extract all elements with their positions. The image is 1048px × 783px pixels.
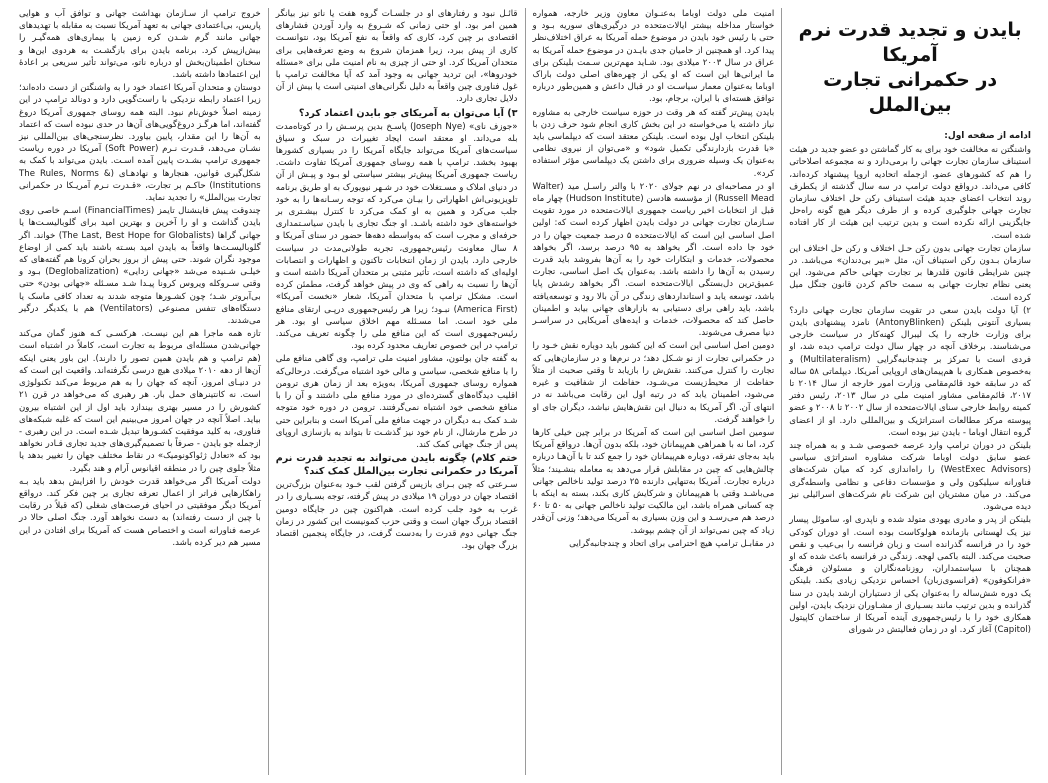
column-1	[781, 8, 1038, 775]
paragraph: دولت آمریکا اگر می‌خواهد قدرت خودش را افزایش بدهد باید بـه راهکارهایی فراتر از اعمال تعرفه تجاری بر چین فکر کند. درواقع آمریکا دیگر موفقیتی در احیای فرصت‌های شغلی (که قبلاً در رقابت با چین از دست رفته‌اند) به دست نخواهد آورد. جنگ اصلی حالا در عرصه فناورانه است و اختصاص هست که آمریکا برای افتادن در این مسیر هم دیر کرده باشد.	[19, 476, 261, 548]
section-heading-conclusion: ختم کلام) چگونه بایدن می‌تواند به تجدید قدرت نرم آمریکا در حکمرانی تجارت بین‌الملل کمک کند؟	[275, 453, 518, 478]
paragraph: تازه همه ماجرا هم این نیسـت. هرکسـی کـه هنوز گمان می‌کند جهانی‌شدن مسئله‌ای مربوط به تجارت است، کاملاً در اشتباه است (هم ترامپ و هم بایدن همین تصور را دارند). این باور یعنی اینکه آن‌ها از دهه ۲۰۱۰ میلادی هیچ درسی نگرفته‌اند. واقعیت این است که در دنیـای امروز، آنچه که جهان را به هم مربوط می‌کند تکنولوژی است. نه کانتینرهای حمل بار. هر رهبری که می‌خواهد در قرن ۲۱ کشورش را در مسیر بهتری بیندازد باید اول از این اشتباه بیرون بیاید. اصلاً آنچه در جهان امروز می‌بینیم این است که غلبه شبکه‌های فناوری، به کلید موفقیت کشـورها تبدیل شـده است. در این رهبری - ازجمله جو بایدن - صرفاً با تصمیم‌گیری‌های جدید تجاری قـادر نخواهد بود که «تعادل ژئواکونومیک» در نقاط مختلف جهان را تغییر بدهد یا مثلاً جلوی چین را در منطقه اقیانوس آرام و هند بگیرد.	[19, 329, 261, 474]
paragraph: بلینکن از پدر و مادری یهودی متولد شده و ناپدری او، ساموئل پیسار نیز یک لهستانی بازمانده هولوکاست بوده است. او دوران کودکی خود را در فرانسه گذرانده است و زبان فرانسه را بی‌عیب و نقص صحبت می‌کند. البته باکمی لهجه. زندگی در فرانسه باعث شده که او همچنان با سیاستمداران، روزنامه‌نگاران و مسئولان فرهنگ «فرانکوفون» (فرانسوی‌زبان) احساس نزدیکی زیادی بکند. بلینکن یک دوره شش‌ساله را به‌عنوان یکی از دستیاران ارشد بایدن در سنا گذرانده و بدین ترتیب مانند بسـیاری از مشـاوران نزدیک بایدن، اولین همکاری خود را با رئیس‌جمهوری آینده آمریکا از ساختمان کاپیتول (Capitol) آغاز کرد. او در زمان فعالیتش در شورای	[789, 515, 1031, 636]
paragraph: سازمان تجارت جهانی بدون رکن حـل اختلاف و رکن حل اختلاف این سازمان بـدون رکن استیناف آن، مثل «ببر بی‌دندان» می‌باشد. در چنین شرایطی قانون قلدرها بر تجارت جهانی حاکم می‌شود. این یعنی نظام تجارت جهانی به سمت حاکم کردن قانون جنگل میل کرده است.	[789, 243, 1031, 303]
continued-label: ادامه از صفحه اول:	[944, 131, 1031, 141]
paragraph: در مقابـل ترامپ هیچ احترامی برای اتحاد و چندجانبه‌گرایی	[569, 538, 775, 549]
paragraph: بایدن پیش‌تر گفته که هر وقت در حوزه سیاست خارجی به مشاوره نیاز داشته یا می‌خواسته در این بخش کاری انجام شود حرف زدن با بلینکن انتخاب اول بوده است. بلینکن معتقد است که دیپلماسی باید «با قدرت بازدارندگی تکمیل شود» و «می‌توان از نیروی نظامی به‌عنوان یک وسیله ضروری برای داشتن یک دیپلماسی مؤثر استفاده کرد».	[532, 107, 775, 179]
column-2	[525, 8, 782, 775]
headline-line-1: بایدن و تجدید قدرت نرم آمریکا	[798, 19, 1022, 66]
column-3	[268, 8, 525, 775]
headline-line-2: در حکمرانی تجارت بین‌الملل	[823, 69, 998, 116]
section-question: ۳) آیا می‌توان به آمریکای جو بایدن اعتماد کرد؟	[298, 107, 518, 119]
article-headline	[789, 18, 1031, 118]
paragraph: ۲) آیا دولت بایدن سعی در تقویت سازمان تجارت جهانی دارد؟ بسیاری آنتونی بلینکن (AntonyBlinken) نامزد پیشنهادی بایدن برای وزارت خارجه را یک لیبرال کهنه‌کار در سیاست خارجی می‌شناسند. برخلاف آنچه در چهار سال دولت ترامپ دیده شد، او فردی است با تمرکز بر چندجانبه‌گرایی (Multilateralism) و به‌خصوص همکاری با هم‌پیمان‌های اروپایی آمریکا. دیپلماتی ۵۸ ساله که در سابقه خود قائم‌مقامی وزارت امور خارجه از سال ۲۰۱۴ تا ۲۰۱۷، قائم‌مقامی مشاور امنیت ملی در سال ۲۰۱۳، رئیس دفتر کمیته روابط خارجی سنای ایالات‌متحده از سال ۲۰۰۲ تا ۲۰۰۸ و عضو پیوسته مرکز مطالعات استراتژیک و بین‌المللی دارد. او از اعضای گروه انتقال اوباما - بایدن نیز بوده است.	[789, 305, 1031, 438]
column-4	[12, 8, 268, 775]
paragraph: دوستان و متحدان آمریکا اعتماد خود را به واشنگتن از دست داده‌اند؛ زیرا اعتماد رابطه نزدیکی با راست‌گویی دارد و دونالد ترامپ در این زمینه اصلاً خوش‌نام نبود. البته همه روسای جمهوری آمریکا دروغ گفته‌اند، اما هرگـز دروغ‌گویی‌های آن‌ها در حدی نبوده است که اعتماد به آن‌ها را این مقدار، پایین بیاورد. نظرسنجی‌های بین‌المللی نیز نشـان می‌دهد، قـدرت نـرم (Soft Power) آمریکا در دوره ریاست جمهوری ترامپ بشـدت پایین آمده اسـت. بایدن می‌تواند با کمک به شکل‌گیری قوانین، هنجارها و نهادهـای (The Rules, Norms & Institutions) حاکـم بر تجارت، «قـدرت نـرم آمریـکا در حکمرانی تجارت بین‌الملل» را تجدید نماید.	[19, 83, 261, 204]
paragraph: دومین اصل اساسی این است که این کشور باید دوباره نقش خـود را در حکمرانی تجارت از نو شـکل دهد؛ در نرم‌ها و در سازمان‌هایی که تجارت را کنترل می‌کنند. نقش‌ش را بازیابد تا وقتی صحبت از مثلاً حفاظت از محیط‌زیست می‌شـود، حفاظت از شفافیت و غیره می‌شود، اطمینان یابد که در رتبه اول این رقابت می‌باشد نه در انتهای آن. اگر آمریکا به دنبال این نقش‌هایش نباشد، دیگران جای او را خواهند گرفت.	[532, 341, 775, 425]
paragraph: بلینکن در دوران ترامپ وارد عرصه خصوصی شـد و به همراه چند عضو سابق دولت اوباما شرکت مشاوره استراتژی سیاسی (WestExec Advisors) را راه‌اندازی کرد که میان شرکت‌های فناورانه سیلیکون ولی و مؤسسات دفاعی و نظامی واسطه‌گری می‌کند. در میان مشتریان این شرکت نام شرکت‌های اسرائیلی نیز دیده می‌شود.	[789, 441, 1031, 513]
paragraph: او در مصاحبه‌ای در نهم جولای ۲۰۲۰ با والتر راسـل مید (Walter Russell Mead) از مؤسسه هادسن (Hudson Institute) چهار ماه قبل از انتخابات اخیر ریاست جمهوری ایالات‌متحده در مورد تقویت سـازمان تجارت جهانی در دولت بایدن اظهار کرده است که: اولین اصل اساسی این است که ایالات‌متحده ۵ درصد جمعیت جهان را در خود جا داده است. اگر بخواهد به ۹۵ درصد برسد، اگر بخواهد محصولات، خدمات و ابتکارات خود را به آن‌ها بفروشد باید قدرت رسیدن به آن‌ها را داشته باشد. به‌عنوان یک اصل اساسی، تجارت عمیق‌ترین دل‌بستگی ایالات‌متحده است. اگر بخواهد رشدش پایا باشد، توسعه یابد و استانداردهای زندگی در آن بالا رود و توسعه‌یافته باشد، باید راهی برای دستیابی به بازارهای جهانی بیابد و اطمینان حاصل کند که محصولات، خدمات و ایده‌های آمریکایی در سراسـر دنیا مصرف می‌شوند.	[532, 181, 775, 339]
paragraph: قائـل نبود و رفتارهای او در جلسـات گروه هفت یا ناتو نیز بیانگر همین امر بود. او حتی زمانی که شـروع به وارد آوردن فشارهای اقتصادی بر چین کرد، کاری که واقعاً به نفع آمریکا بود، نتوانسـت کاری از پیش ببرد، زیرا همزمان شروع به وضع تعرفه‌هایی برای متحدان آمریکا کرد. او حتی از چیزی به نام امنیت ملی برای «مسئله خودرو‌ها»، این تردید جهانی به وجود آمد که آیا مخالفت ترامپ با غول فناوری چین واقعاً به دلیل نگرانی‌های امنیتی است یا بیش از آن دلایل تجاری دارد.	[275, 9, 518, 105]
paragraph: به گفته جان بولتون، مشاور امنیت ملی ترامپ، وی گاهی منافع ملی را با منافع شخصی، سیاسی و مالی خود اشتباه می‌گرفت. درحالی‌که همواره روسای جمهوری آمریکا، به‌ویژه بعد از زمان هری ترومن اقلیب دیدگاه‌های گسترده‌ای در مورد منافع ملی داشتند و آن را با منافع شخصی خود اشتباه نمی‌گرفتند. ترومن در دوره خود متوجه شـد کمک بـه دیگران در جهت منافع ملی آمریکا است و بنابراین حتی در طرح مارشال، از نام خود نیز گذشـت تا بتواند به بازسازی اروپای پس از جنگ جهانی کمک کند.	[275, 354, 518, 450]
paragraph: واشنگتن نه مخالفت خود برای به کار گماشتن دو عضو جدید در هیئت استیناف سازمان تجارت جهانی را برمی‌دارد و نه مجموعه اصلاحاتی را هم که کشورهای عضو، ازجمله اتحادیه اروپا پیشنهاد کرده‌اند، کافی می‌داند. درواقع دولت ترامپ در سه سال گذشته از یکطرف روند انتخاب اعضای جدید هیئت استیناف رکن حل اختلاف سازمان تجارت جهانی جلوگیری کرده و از طرف دیگر هیچ گونه راه‌حل جایگزینی ارائه نکرده است و بدین ترتیب این هیئت از کار افتاده شده است.	[789, 145, 1031, 241]
paragraph: خروج ترامپ از سـازمان بهداشت جهانی و توافق آب و هوایی پاریس، بی‌اعتمادی جهانی به تعهد آمریکا نسبت به مقابله با تهدیدهای جهانی مانند گرم شـدن کره زمین یا بیماری‌های همه‌گیـر را بیش‌ازپیش کرد. برنامه بایدن برای بازگشـت به هردوی این‌ها و سخنان اطمینان‌بخش او درباره ناتو، می‌تواند تأثیر سریعی بر اعادهٔ این اعتمادها داشته باشد.	[19, 9, 261, 81]
paragraph: سومین اصل اساسی این است که آمریکا در برابر چین خیلی کارها کرد، اما نه با همراهی هم‌پیمانان خود، بلکه بدون آن‌ها. درواقع آمریکا باید به‌جای تفرقه، دوباره هم‌پیمانان خود را جمع کند تا با آن‌هـا درباره چالش‌هایی که چین در مقابلش قرار می‌دهد به معامله بنشـیند؛ مثلاً درباره تجارت. آمریکا به‌تنهایی دارنده ۲۵ درصد تولید ناخالص جهانی می‌باشـد وقتی با هم‌پیمانان و شرکایش کاری بکند، بسته به اینکه با چه کسانی همراه باشد، این مالکیت تولید ناخالص جهانی به ۵۰ تا ۶۰ درصد هم می‌رسـد و این وزن بسیاری به آمریکا می‌دهد؛ وزنی آن‌قدر زیاد که چین نمی‌تواند از آن چشم بپوشد.	[532, 427, 775, 536]
paragraph: «جوزف نای» (Joseph Nye) پاسـخ بدین پرسـش را در کوتاه‌مدت بله می‌داند. او معتقد است ایجاد تغییرات در سبک و سیاق سیاست‌های آمریکا می‌تواند جایگاه آمریکا را در بسیاری کشورها بهبود بخشد. ترامپ با همه روسای جمهوری آمریکا تفاوت داشت. ریاست جمهوری آمریکا پیش‌تر بیشتر سیاستی لو بـود و پیـش از آن در دنیای املاک و مسـتغلات خود در شـهر نیویورک به او طریق برنامه تلویزیونی‌اش اظهاراتی را بیـان می‌کرد که توجه رسـانه‌ها را به خود جلب می‌کرد و همین به او کمک می‌کرد تا کنترل بیشـتری بر خواسته‌های خود داشته باشـد. او جنگ تجاری با بایدن سیاسـتمداری حرفه‌ای و مجرب است که به‌واسطه دهه‌ها حضور در سنای آمریکا و ۸ سال معاونت رئیس‌جمهوری، تجربه طولانی‌مدت در سیاست خارجی دارد. بایدن از زمان انتخابات تاکنون و اظهارات و انتصابات اولیه‌ای که داشته است، تأثیر مثبتی بر متحدان آمریکا داشته است و آن‌ها را نسبت به راهی که وی در پیش خواهد گرفت، مطمئن کرده است. مشکل ترامپ با متحدان آمریکا، شعار «نخست آمریکا» (America First) نبـود؛ زیرا هر رئیس‌جمهوری درپـی ارتقای منافع ملی خود است. اما مسـئله مهم اخلاق سیاسی او بود. هر رئیس‌جمهوری است که این منافع ملی را چگونه تعریف می‌کند. ترامپ در این خصوص تعاریف محدود کرده بود.	[275, 121, 518, 352]
paragraph: امنیت ملی دولت اوباما به‌عنـوان معاون وزیر خارجه، همواره خواستار مداخله بیشتر ایالات‌متحده در درگیری‌های سوریه بـود و حتی با رئیس خود بایدن در موضوع حمله آمریکا به عراق اختلاف‌نظر پیدا کرد. او همچنین از حامیان جدی بایـدن در موضوع حمله آمریکا به عراق در سال ۲۰۰۳ میلادی بود. شـاید مهم‌ترین سـمت بلینکن برای ما ایرانی‌ها این است که او یکی از چهره‌های اصلی دولت باراک اوباما به‌عنوان معمار سیاسـت او در قبال داعش و همین‌طور درباره توافق هسته‌ای با ایران، برجام، بود.	[532, 9, 775, 105]
article-columns	[12, 8, 1038, 775]
paragraph: چندوقت پیش فاینشنال تایمز (FinancialTimes) اسـم خاصی روی بایدن گذاشت و او را آخرین و بهترین امید برای گلوبالیسـت‌ها یا جهانی گراها (The Last, Best Hope for Globalists) خواند. اگر گلوبالیسـت‌ها واقعاً به بایدن امید بسـته باشند باید کمی از اوضاع موجود نگران شوند. حتی پیش از بروز بحران کرونا هم گفته‌های که خیلـی شـنیده می‌شد «جهانی زدایی» (Deglobalization) بـود و وقتی سـرو‌کله ویروس کرونا پیـدا شـد مسـئله «جهانی بودن» حتی بی‌آبروتر شـد؛ چون کشـورها متوجه شدند به تعداد کافی ماسک یا دستگاه‌های تنفس مصنوعی (Ventilators) هم با یکدیگر درگیر می‌شدند.	[19, 206, 261, 327]
paragraph: سـرعتی که چین بـرای بازپس گرفتن لقب خـود به‌عنوان بزرگ‌ترین اقتصاد جهان در دوران ۱۹ میلادی در پیش گرفته، توجه بسـیاری را در غرب به خود جلب کرده است. هم‌اکنون چین در جایگاه دومین اقتصاد بزرگ جهان است و وقتی حزب کمونیست این کشور در زمان جنگ جهانی دوم قدرت را به‌دست گرفت، در جایگاه پنجمین اقتصاد بزرگ جهان بود.	[275, 480, 518, 552]
